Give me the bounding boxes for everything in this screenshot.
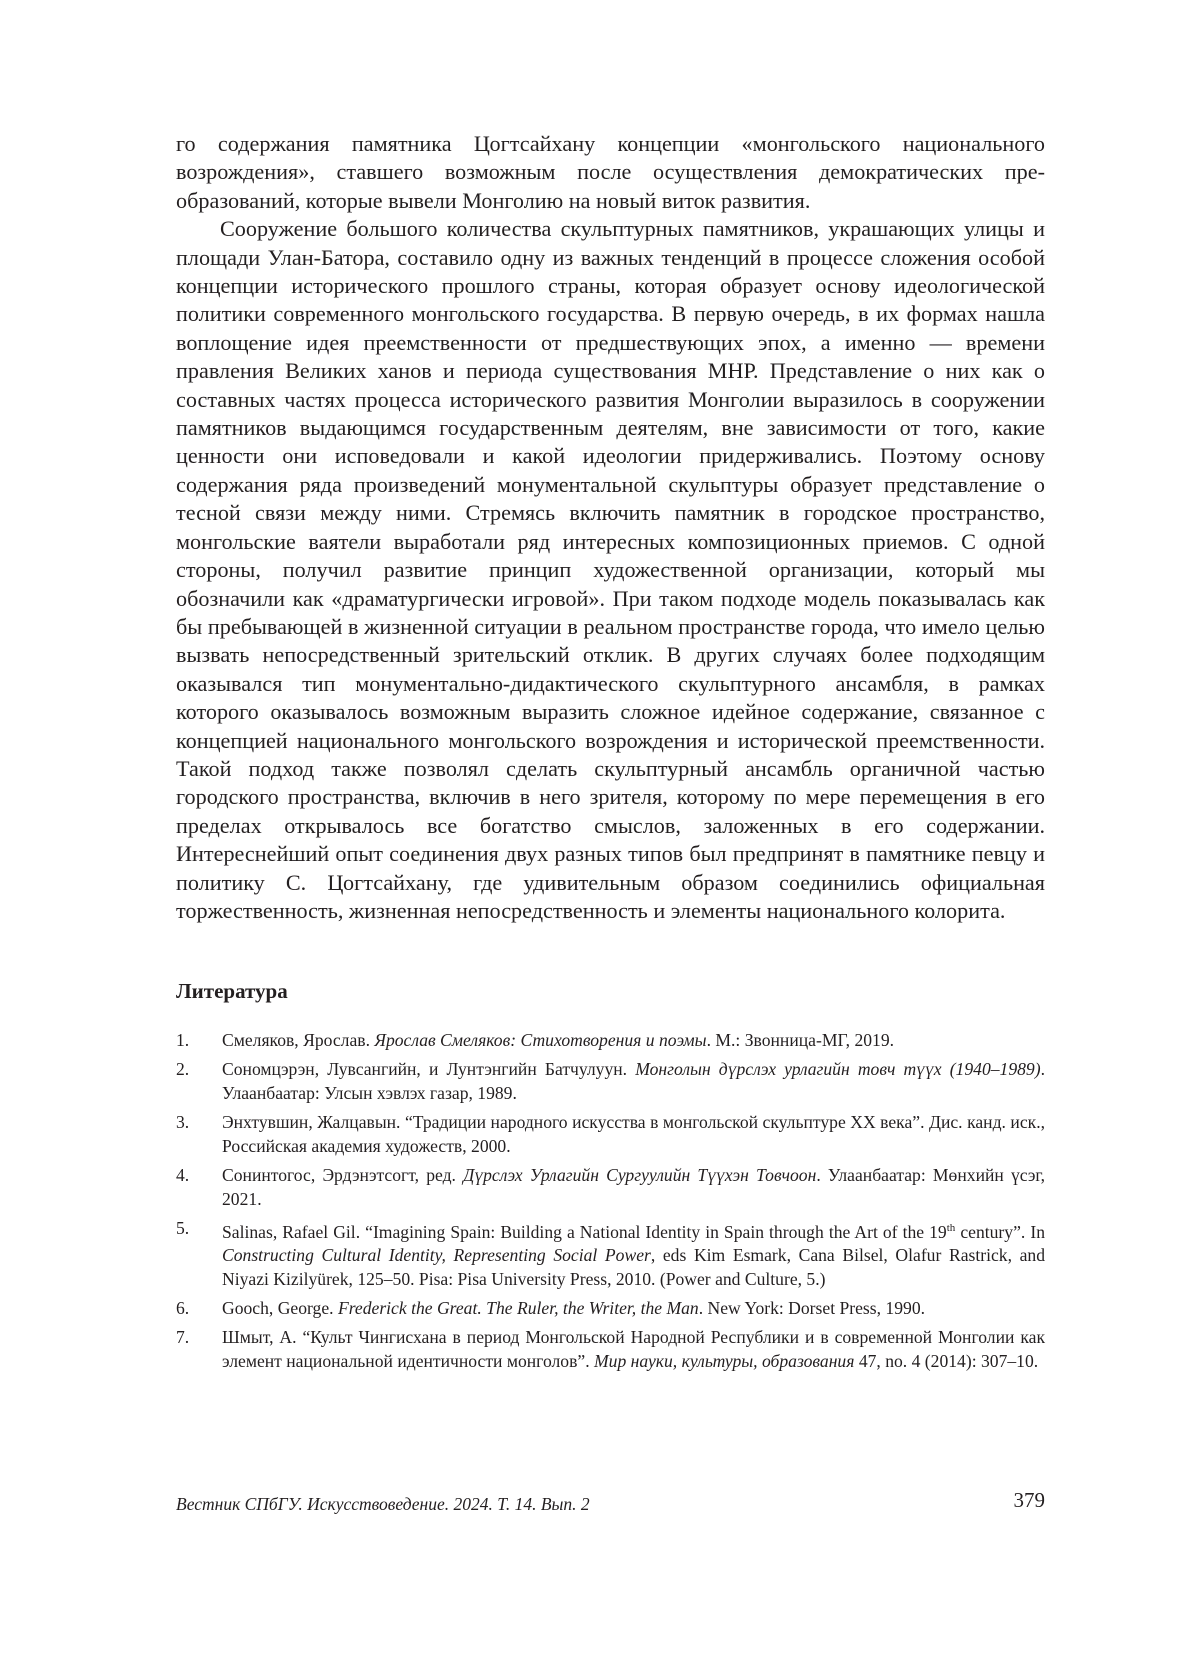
reference-title: Constructing Cultural Identity, Representing Social Power <box>222 1245 651 1266</box>
reference-list <box>176 1029 1045 1374</box>
reference-title: Ярослав Смеляков: Стихотворения и поэмы <box>374 1030 707 1051</box>
reference-item <box>176 1058 1045 1106</box>
reference-item <box>176 1217 1045 1293</box>
literature-heading: Литература <box>176 979 288 1004</box>
reference-number: 5. <box>176 1217 190 1238</box>
journal-title: Вестник СПбГУ. Искусствоведение. 2024. Т. 14. Вып. 2 <box>176 1494 590 1514</box>
reference-text: 47, no. 4 (2014): 307–10. <box>854 1351 1039 1372</box>
reference-title: Мир науки, культуры, образования <box>594 1351 855 1372</box>
page-footer <box>176 1488 1045 1518</box>
reference-number: 4. <box>176 1164 190 1185</box>
reference-text: . New York: Dorset Press, 1990. <box>698 1298 926 1319</box>
reference-text: century”. In <box>955 1221 1045 1242</box>
reference-text: Gooch, George. <box>222 1298 338 1319</box>
reference-text: Энхтувшин, Жалцавын. “Традиции народного искусства в монгольской скульптуре XX века”. Дис. канд. иск., Российская академия художеств, 2000. <box>222 1112 1045 1156</box>
reference-title: Frederick the Great. The Ruler, the Writer, the Man <box>337 1298 699 1319</box>
body-paragraph-2: Сооружение большого количества скульптурных памятников, украшающих улицы и площади Улан-Батора, составило одну из важных тенденций в процессе сложения особой концепции исторического прошлого страны, которая образует основу идеологической политики современного монгольского государства. В первую очередь, в их формах нашла воплощение идея преемственности от предшествующих эпох, а именно — времени правления Великих ханов и периода существования МНР. Представление о них как о составных частях процесса исторического развития Монголии выразилось в сооружении памятников выдающимся государственным деятелям, вне зависимости от того, какие ценности они исповедовали и какой идеологии придерживались. Поэтому основу содержания ряда произведений монументальной скульптуры образует представление о тесной связи между ними. Стремясь включить памятник в городское пространство, монгольские ваятели выработали ряд интересных композиционных приемов. С одной стороны, получил развитие принцип художественной организации, который мы обозначили как «драматургически игровой». При таком подходе модель показывалась как бы пребывающей в жизненной ситуации в реальном пространстве города, что имело целью вызвать непосредственный зрительский отклик. В других случаях более подходящим оказывался тип монументально-дидактического скульптурного ансамбля, в рамках которого оказывалось возможным выразить сложное идейное содержание, связанное с концепцией национального монгольского возрождения и исторической преемственности. Такой подход также позволял сделать скульптурный ансамбль органичной частью городского пространства, включив в него зрителя, которому по мере перемещения в его пределах открывалось все богатство смыслов, заложенных в его содержании. Интереснейший опыт соединения двух разных типов был предпринят в памятнике певцу и политику С. Цогтсайхану, где удивительным образом соединились официальная торжественность, жизненная непосредственность и элементы национального колорита. <box>176 216 1045 923</box>
reference-number: 2. <box>176 1059 190 1080</box>
reference-title: Монголын дүрслэх урлагийн товч түүх (1940–1989) <box>635 1059 1041 1080</box>
page-number: 379 <box>1013 1488 1045 1512</box>
reference-text: Шмыт, А. “Культ Чингисхана в период Монгольской Народной Республики и в современной Монголии как элемент национальной идентичности монголов”. <box>222 1327 1045 1372</box>
reference-text: Смеляков, Ярослав. <box>222 1030 375 1051</box>
reference-number: 1. <box>176 1030 190 1051</box>
reference-item <box>176 1029 1045 1053</box>
reference-item <box>176 1164 1045 1212</box>
reference-item <box>176 1297 1045 1321</box>
reference-text: . М.: Звонница-МГ, 2019. <box>706 1030 895 1051</box>
body-paragraph-1: го содержания памятника Цогтсайхану концепции «монгольского национального возрождения», ставшего возможным после осуществления демократических преобразований, которые вывели Монголию на новый виток развития. <box>176 131 1045 213</box>
reference-number: 3. <box>176 1112 190 1133</box>
reference-number: 6. <box>176 1298 190 1319</box>
reference-text: , eds Kim Esmark, Cana Bilsel, Olafur Rastrick, and Niyazi Kizilyürek, 125–50. Pisa: Pisa University Press, 2010. (Power and Culture, 5.) <box>222 1245 1046 1290</box>
reference-number: 7. <box>176 1327 190 1348</box>
reference-item <box>176 1111 1045 1159</box>
reference-text: . Улаанбаатар: Улсын хэвлэх газар, 1989. <box>222 1059 1045 1104</box>
reference-title: Дүрслэх Урлагийн Сургуулийн Түүхэн Товчоон <box>463 1164 817 1185</box>
reference-text: . Улаанбаатар: Мөнхийн үсэг, 2021. <box>222 1164 1046 1209</box>
reference-superscript: th <box>946 1221 956 1234</box>
reference-text: Salinas, Rafael Gil. “Imagining Spain: Building a National Identity in Spain through the Art of the 19 <box>222 1221 947 1242</box>
reference-text: Сонинтогос, Эрдэнэтсогт, ред. <box>222 1164 464 1185</box>
reference-text: Сономцэрэн, Лувсангийн, и Лунтэнгийн Батчулуун. <box>222 1059 636 1080</box>
reference-item <box>176 1326 1045 1374</box>
